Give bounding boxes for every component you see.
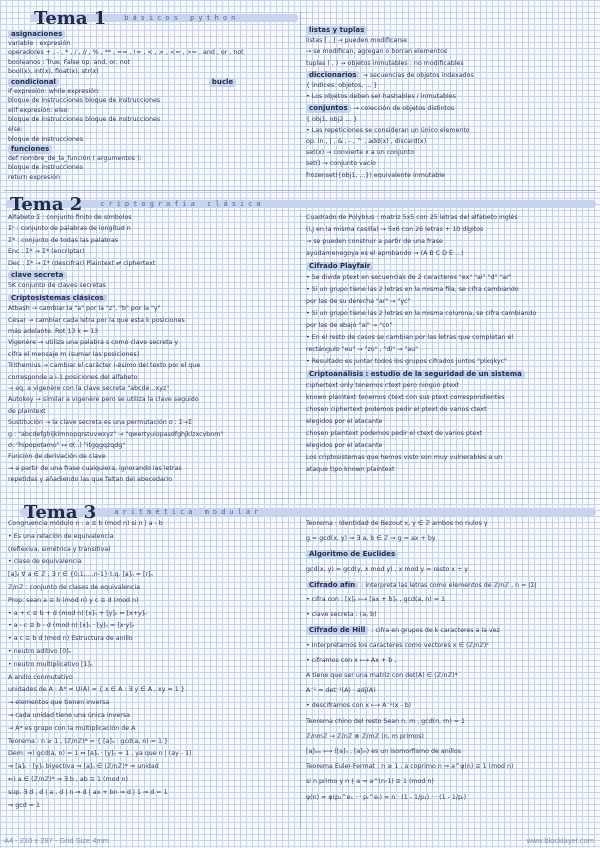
note-line: más adelante. Rot 13 k = 13 <box>8 328 99 335</box>
section-label: Cifrado Playfair <box>306 262 373 271</box>
section-label-row <box>306 370 525 380</box>
note-line: if expresión: while expresión: <box>8 87 101 95</box>
note-line: bloque de instrucciones bloque de instrucciones <box>8 97 161 105</box>
note-line: cifra el mensaje m (sumar las posiciones) <box>8 350 140 358</box>
note-line: σ: "hipopotamo" ↦ σ(..) "itgqgqzqdg" <box>8 442 126 449</box>
note-line: corresponde a i-1 posiciones del alfabeto <box>8 373 138 381</box>
note-line: tuplas ( , ) → objetos inmutables : no modificables <box>306 59 464 67</box>
note-line: Autokey → similar a vigenère pero se utiliza la clave seguido <box>8 396 199 404</box>
note-line: Enc : Σ* → Σ* (encriptar) <box>8 248 85 256</box>
note-line: • a - c ≡ b - d (mod n) [x]ₙ · [y]ₙ = [x·y]ₙ <box>8 622 135 630</box>
note-line: • Los objetos deben ser hashables / inmutables <box>306 93 456 101</box>
note-line: César → cambiar cada letra por la que esta k posiciones <box>8 316 185 324</box>
note-line: Teorema chino del resto Sean n, m , gcd(n, m) = 1 <box>306 717 466 725</box>
note-line: set() → conjunto vacío <box>306 160 376 168</box>
note-line: SK conjunto de claves secretas <box>8 282 106 290</box>
note-line: g : "abcdefghijklmnopqrstuvwxyz" → "qwertyuiopasdfghjklzxcvbnm" <box>8 430 224 438</box>
note-line: frozenset({obj1, ...}) equivalente inmutable <box>306 171 445 179</box>
note-line: • desciframos con x ⟼ A⁻¹(x - b) <box>306 702 412 710</box>
section-label: condicional <box>8 78 59 87</box>
note-line: op. in , | , & , - , ^ , add(x) , discard(x) <box>306 138 427 145</box>
note-line: bloque de instrucciones bloque de instrucciones <box>8 116 161 124</box>
note-line: g = gcd(x, y) ⇒ ∃ a, b ∈ ℤ ⇒ g = ax + by <box>306 535 436 543</box>
note-line: • Se divide ptext en secuencias de 2 caracteres "ex" "ai" "d" "ar" <box>306 274 512 281</box>
note-line: elif expresión: else: <box>8 106 70 114</box>
note-line: variable : expresión <box>8 39 71 47</box>
section-label-row <box>306 550 398 560</box>
note-line: Cuadrado de Polybius : matriz 5x5 con 25 letras del alfabeto inglés <box>306 214 518 221</box>
note-line: → A* es grupo con la multiplicación de A <box>8 724 136 732</box>
note-line: set(x) → convierte x a un conjunto <box>306 149 415 157</box>
footer-site: www.blocklayer.com <box>526 836 594 845</box>
note-line: • clase de equivalencia <box>8 558 82 566</box>
note-line: chosen ciphertext podemos pedir el ptext de varios ctext <box>306 406 487 413</box>
tema3-header <box>20 502 262 522</box>
note-line: (i,j en la misma casilla) → 5x6 con 26 letras + 10 dígitos <box>306 226 484 233</box>
note-line: Σ* : conjunto de todas las palabras <box>8 236 119 244</box>
note-line: ataque tipo known plaintext <box>306 466 395 473</box>
note-line: elegidos por el atacante <box>306 442 383 449</box>
note-line: si n primo y n ∤ a ⇒ a^(n-1) ≡ 1 (mod n) <box>306 778 434 786</box>
note-line: • Si un grupo tiene las 2 letras en la misma columna, se cifra cambiando <box>306 310 537 317</box>
note-line: { índices: objetos, ... } <box>306 82 378 89</box>
note-line: ciphertext only tenemos ctext pero ningún ptext <box>306 382 460 389</box>
note-line: known plaintext tenemos ctext con sus ptext correspondientes <box>306 394 505 401</box>
note-line: bloque de instrucciones <box>8 164 84 172</box>
section-label: Criptosistemas clásicos <box>8 294 107 303</box>
section-label: Criptoanálisis : estudio de la seguridad de un sistema <box>306 370 525 379</box>
label-description: → colección de objetos distintos <box>353 105 455 113</box>
note-line: • a + c ≡ b + d (mod n) [x]ₙ + [y]ₙ = [x+y]ₙ <box>8 609 147 617</box>
note-line: Vigenère → utiliza una palabra s como clave secreta y <box>8 339 179 347</box>
note-line: Prop: sean a ≡ b (mod n) y c ≡ d (mod n) <box>8 596 139 604</box>
section-divider <box>4 190 596 191</box>
note-line: Alfabeto Σ : conjunto finito de símbolos <box>8 214 132 221</box>
section-label-row <box>8 145 52 155</box>
note-line: operadores + , - , * , / , // , % , ** , == , != , < , > , <= , >= , and , or , not <box>8 49 244 57</box>
note-line: → elementos que tienen inversa <box>8 699 110 707</box>
note-line: rectángulo "eu" → "zo" , "di" → "au" <box>306 346 419 353</box>
note-line: por las de su derecha "ar" → "yc" <box>306 298 411 305</box>
section-label-row <box>8 78 236 88</box>
section-label: bucle <box>209 78 236 87</box>
note-line: return expresión <box>8 174 60 181</box>
section-label: Algoritmo de Euclides <box>306 550 398 559</box>
note-line: → cada unidad tiene una única inversa <box>8 712 130 719</box>
note-line: ℤ/nmℤ → ℤ/nℤ ⊗ ℤ/mℤ (n, m primos) <box>306 732 424 740</box>
note-line: (reflexiva, simétrica y transitiva) <box>8 545 111 553</box>
note-line: • Las repeticiones se consideran un único elemento <box>306 126 470 134</box>
section-label-row <box>8 294 107 304</box>
column-divider <box>300 12 301 188</box>
note-line: ayúdamenegoya es el aprobando → (A B C D E ...) <box>306 250 464 257</box>
label-description: : cifra en grupos de k caracteres a la vez <box>371 627 500 635</box>
section-label: listas y tuplas <box>306 26 367 35</box>
note-line: ⇒ gcd = 1 <box>8 801 41 809</box>
note-line: Dem: ⇒) gcd(a, n) = 1 ⇔ [a]ₙ · [y]ₙ = 1 , ya que n | (ay - 1) <box>8 750 192 758</box>
section-label-row <box>306 26 367 36</box>
note-line: • ciframos con x ⟼ Ax + b , <box>306 656 397 664</box>
note-line: unidades de A : A* = U(A) = { x ∈ A : ∃ y ∈ A , xy = 1 } <box>8 686 185 694</box>
note-line: Congruencia módulo n : a ≡ b (mod n) si n | a - b <box>8 520 163 527</box>
note-line: repetidas y añadiendo las que faltan del abecedario <box>8 476 173 484</box>
tema2-header <box>6 194 265 214</box>
note-line: por las de abajo "ai" → "co" <box>306 322 393 329</box>
note-line: bool(x), int(x), float(x), str(x) <box>8 68 99 76</box>
note-line: booleanos : True, False op. and, or, not <box>8 58 131 66</box>
note-line: ⇒ [a]ₙ · [y]ₙ biyectiva ⇒ [a]ₙ ∈ (ℤ/nℤ)* ⇒ unidad <box>8 763 159 771</box>
tema3-subtitle: aritmética modular <box>114 508 263 516</box>
note-line: Teorema : n ≥ 1 , (ℤ/nℤ)* = { [a]ₙ : gcd(a, n) = 1 } <box>8 737 168 745</box>
column-divider <box>300 518 301 828</box>
note-line: → se pueden construir a partir de una frase <box>306 238 443 245</box>
note-line: ℤ/nℤ : conjunto de clases de equivalencia <box>8 584 141 591</box>
note-line: • neutro aditivo [0]ₙ <box>8 648 72 655</box>
note-line: Atbash → cambiar la "a" por la "z", "b" por la "y" <box>8 305 161 313</box>
tema1-title: Tema 1 <box>34 7 107 29</box>
label-description: : interpreta las letras como elementos de ℤ/nℤ , n = |Σ| <box>361 581 537 589</box>
note-line: def nombre_de_la_función ( argumentos ): <box>8 154 142 162</box>
note-line: ⇐) a ∈ (ℤ/nℤ)* ⇒ ∃ b , ab ≡ 1 (mod n) <box>8 776 128 783</box>
note-line: • En el resto de casos se cambian por las letras que completan el <box>306 334 514 341</box>
tema1-header <box>30 8 239 28</box>
note-line: A⁻¹ = det⁻¹(A) · adj(A) <box>306 687 376 695</box>
section-label: Cifrado afín <box>306 581 358 590</box>
note-line: { obj1, obj2 ... } <box>306 115 358 123</box>
note-line: • neutro multiplicativo [1]ₙ <box>8 660 93 668</box>
label-description: → secuencias de objetos indexados <box>362 71 474 79</box>
note-line: • cifra con : [x]ₙ ⟼ [ax + b]ₙ , gcd(a, n) = 1 <box>306 596 445 603</box>
tema2-title: Tema 2 <box>10 193 83 215</box>
section-label: asignaciones <box>8 30 65 39</box>
footer-grid-info: A4 - 210 x 297 - Grid Size 4mm <box>4 836 110 845</box>
section-label: clave secreta <box>8 271 66 280</box>
note-line: Trithemius → cambiar el carácter i-ésimo del texto por el que <box>8 362 201 370</box>
note-line: • Es una relación de equivalencia <box>8 532 114 540</box>
note-line: A tiene que ser una matriz con det(A) ∈ (ℤ/nℤ)* <box>306 672 458 679</box>
note-line: • clave secreta : (a, b) <box>306 611 377 619</box>
note-line: chosen plaintext podemos pedir el ctext de varios ptext <box>306 430 483 437</box>
note-line: [a]ₙₘ ⟼ ([a]ₙ , [a]ₘ) es un isomorfismo de anillos <box>306 748 462 755</box>
note-line: Teorema : Identidad de Bezout x, y ∈ ℤ ambos no nulos y <box>306 520 488 527</box>
note-line: bloque de instrucciones <box>8 135 84 143</box>
note-line: φ(n) = φ(p₁^e₁ ··· pᵣ^eᵣ) = n · (1 - 1/p₁) ··· (1 - 1/pᵣ) <box>306 793 467 801</box>
note-line: else: <box>8 126 23 133</box>
note-line: → se modifican, agregan o borran elementos <box>306 48 448 56</box>
note-line: • Si un grupo tiene las 2 letras en la misma fila, se cifra cambiando <box>306 286 519 293</box>
note-line: → eq. a vigenère con la clave secreta "abcde...xyz" <box>8 385 170 392</box>
section-divider <box>4 498 596 499</box>
note-line: Teorema Euler-Fermat : n ≥ 1 , a coprimo n ⇒ a^φ(n) ≡ 1 (mod n) <box>306 763 514 771</box>
note-line: A anillo conmutativo <box>8 673 73 681</box>
note-line: [a]ₙ ∀ a ∈ ℤ , ∃ r ∈ {0,1,...,n-1} t.q. [a]ₙ = [r]ₙ <box>8 571 154 579</box>
section-label-row <box>306 262 373 272</box>
section-label-row <box>306 104 454 114</box>
tema3-title: Tema 3 <box>24 501 97 523</box>
section-label: funciones <box>8 145 52 154</box>
note-line: elegidos por el atacante <box>306 418 383 425</box>
note-line: → a partir de una frase cualquiera, ignorando las letras <box>8 464 182 472</box>
note-line: Los criptosistemas que hemos visto son muy vulnerables a un <box>306 454 503 461</box>
section-label-row <box>306 626 500 636</box>
section-label-row <box>306 71 474 81</box>
note-line: Función de derivación de clave <box>8 453 106 461</box>
note-line: • Interpretamos los caracteres como vectores x ∈ (ℤ/nℤ)ᵏ <box>306 641 490 649</box>
note-line: sup. ∃ d , d | a , d | n ⇒ d | ax + bn ⇒ d | 1 ⇒ d = 1 <box>8 788 168 796</box>
section-label-row <box>8 271 66 281</box>
note-line: Dec : Σ* → Σ* (descifrar) Plaintext ⇄ ciphertext <box>8 259 156 267</box>
column-divider <box>300 214 301 496</box>
tema1-subtitle: básicos python <box>124 14 240 22</box>
note-line: • a c ≡ b d (mod n) Estructura de anillo <box>8 635 133 643</box>
section-label: Cifrado de Hill <box>306 626 368 635</box>
note-line: listas [ , ] → pueden modificarse <box>306 37 408 45</box>
note-line: de plaintext <box>8 407 46 415</box>
note-line: Σⁿ : conjunto de palabras de longitud n <box>8 225 131 233</box>
note-line: • Resultado es juntar todos los grupos cifrados juntos "plxqkyc" <box>306 358 507 365</box>
section-label-row <box>8 30 65 40</box>
note-line: Sustitución → la clave secreta es una permutación σ : Σ→Σ <box>8 419 193 427</box>
section-label: diccionarios <box>306 71 359 80</box>
note-line: gcd(x, y) = gcd(y, x mod y) , x mod y = resto x ÷ y <box>306 565 469 573</box>
tema2-subtitle: criptografía clásica <box>100 200 265 208</box>
section-label: conjuntos <box>306 104 351 113</box>
section-label-row <box>306 581 537 591</box>
